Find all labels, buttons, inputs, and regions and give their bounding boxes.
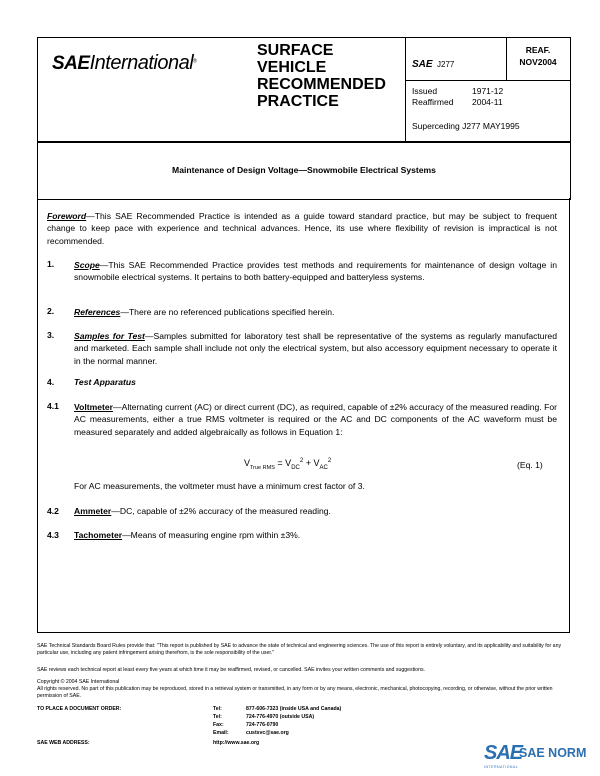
tachometer-heading: Tachometer	[74, 530, 123, 540]
body-frame-right	[569, 198, 570, 632]
logo-tm: ®	[193, 58, 197, 65]
web-label: SAE WEB ADDRESS:	[37, 740, 90, 746]
tachometer-text: —Means of measuring engine rpm within ±3%.	[122, 530, 301, 540]
reaffirmed-label: Reaffirmed	[412, 97, 454, 107]
equation-label: (Eq. 1)	[517, 460, 543, 470]
sae-international-logo	[52, 52, 197, 75]
scope-heading: Scope	[74, 260, 100, 270]
eq-equals: =	[277, 458, 283, 468]
body-frame-left	[37, 198, 38, 632]
doc-type-line: VEHICLE	[257, 59, 327, 76]
header-divider-1	[405, 37, 406, 142]
eq-square-2: 2	[327, 458, 332, 464]
ammeter-text: —DC, capable of ±2% accuracy of the measured reading.	[111, 506, 331, 516]
web-link[interactable]: http://www.sae.org	[213, 740, 260, 746]
section-number: 4.1	[47, 401, 59, 411]
tel2-value: 724-776-4970 (outside USA)	[246, 714, 315, 720]
body-frame-bottom	[37, 632, 570, 633]
samples-heading: Samples for Test	[74, 331, 145, 341]
status-line2: NOV2004	[519, 57, 557, 67]
logo-international-text: International	[89, 52, 194, 74]
sae-norm-logo	[482, 740, 594, 772]
issued-label: Issued	[412, 86, 438, 96]
tel-label: Tel:	[213, 706, 222, 712]
ammeter-heading: Ammeter	[74, 506, 112, 516]
email-link[interactable]: custsvc@sae.org	[246, 730, 289, 736]
status-block	[508, 44, 568, 68]
brand-sae-mark: SAE	[484, 742, 523, 764]
footer-rules: SAE Technical Standards Board Rules provide that: "This report is published by SAE to advance the state of technical and engineering sciences. The use of this report is entirely voluntary, and its applicability and suitability for any particular use, including any patent infringement arising therefrom, is the sole responsibility of the user."	[37, 643, 562, 656]
document-title: Maintenance of Design Voltage—Snowmobile Electrical Systems	[172, 165, 436, 175]
doc-type	[257, 42, 386, 110]
eq-v: V	[244, 458, 251, 468]
section-scope	[74, 259, 557, 284]
doc-sae-logo: SAE	[412, 59, 433, 70]
section-number: 3.	[47, 330, 55, 340]
footer-rights: All rights reserved. No part of this publication may be reproduced, stored in a retrieval system or transmitted, in any form or by any means, electronic, mechanical, photocopying, recording, or otherwise, without the prior written permission of SAE.	[37, 686, 553, 699]
voltmeter-text: —Alternating current (AC) or direct current (DC), as required, capable of ±2% accuracy of the measured reading. For AC measurements, either a true RMS voltmeter is required or the AC and DC components of the AC waveform must be measured separately and added algebraically as follows in Equation 1:	[74, 402, 557, 437]
section-tachometer	[74, 530, 300, 540]
header-divider-2	[506, 37, 507, 80]
eq-plus: +	[305, 458, 311, 468]
reaffirmed-value: 2004-11	[472, 97, 503, 107]
section-voltmeter	[74, 401, 557, 438]
eq-vac: V	[313, 458, 320, 468]
header-divider-3	[405, 80, 570, 81]
order-label: TO PLACE A DOCUMENT ORDER:	[37, 706, 122, 712]
samples-text: —Samples submitted for laboratory test shall be representative of the systems as regularly manufactured and marketed. Each sample shall include not only the electrical system, but also accessory equipment necessary to operate it in the normal manner.	[74, 331, 557, 366]
superseding: Superceding J277 MAY1995	[412, 121, 520, 131]
doc-type-line: SURFACE	[257, 42, 334, 59]
scope-text: —This SAE Recommended Practice provides test methods and requirements for maintenance of design voltage in snowmobile electrical systems. It pertains to both battery-equipped and batteryless systems.	[74, 260, 557, 283]
voltmeter-after-text: For AC measurements, the voltmeter must have a minimum crest factor of 3.	[74, 481, 365, 491]
section-number: 4.	[47, 377, 55, 387]
brand-norm-text: SAE NORM	[519, 746, 587, 760]
logo-sae-text: SAE	[52, 53, 90, 74]
references-heading: References	[74, 307, 121, 317]
doc-type-line: RECOMMENDED	[257, 76, 386, 93]
fax-value: 724-776-0790	[246, 722, 279, 728]
doc-number-block	[412, 54, 454, 72]
status-line1: REAF.	[525, 45, 551, 55]
foreword-text: —This SAE Recommended Practice is intended as a guide toward standard practice, but may be subject to frequent change to keep pace with experience and technical advances. Hence, its use where flexibility of revision is impractical is not recommended.	[47, 211, 557, 246]
tel2-label: Tel:	[213, 714, 222, 720]
references-text: —There are no referenced publications specified herein.	[120, 307, 335, 317]
section-number: 1.	[47, 259, 55, 269]
section-number: 4.3	[47, 530, 59, 540]
footer-review: SAE reviews each technical report at least every five years at which time it may be reaffirmed, revised, or cancelled. SAE invites your written comments and suggestions.	[37, 667, 425, 673]
eq-v-sub: True RMS	[250, 464, 275, 471]
brand-sub-text: INTERNATIONAL	[484, 765, 519, 769]
issued-value: 1971-12	[472, 86, 504, 96]
section-samples	[74, 330, 557, 367]
test-apparatus-heading: Test Apparatus	[74, 377, 136, 387]
tel-value: 877-606-7323 (inside USA and Canada)	[246, 706, 342, 712]
footer-copyright: Copyright © 2004 SAE International	[37, 679, 120, 685]
eq-vdc-sub: DC	[291, 464, 300, 471]
doc-type-line: PRACTICE	[257, 93, 339, 110]
equation-1	[244, 458, 331, 471]
doc-number: J277	[437, 60, 455, 69]
foreword-heading: Foreword	[47, 211, 87, 221]
foreword	[47, 210, 557, 247]
section-number: 2.	[47, 306, 55, 316]
voltmeter-heading: Voltmeter	[74, 402, 113, 412]
eq-vac-sub: AC	[319, 464, 328, 471]
section-references	[74, 306, 557, 318]
eq-square-1: 2	[299, 458, 304, 464]
section-number: 4.2	[47, 506, 59, 516]
eq-vdc: V	[285, 458, 292, 468]
email-label: Email:	[213, 730, 229, 736]
section-ammeter	[74, 506, 331, 516]
fax-label: Fax:	[213, 722, 224, 728]
